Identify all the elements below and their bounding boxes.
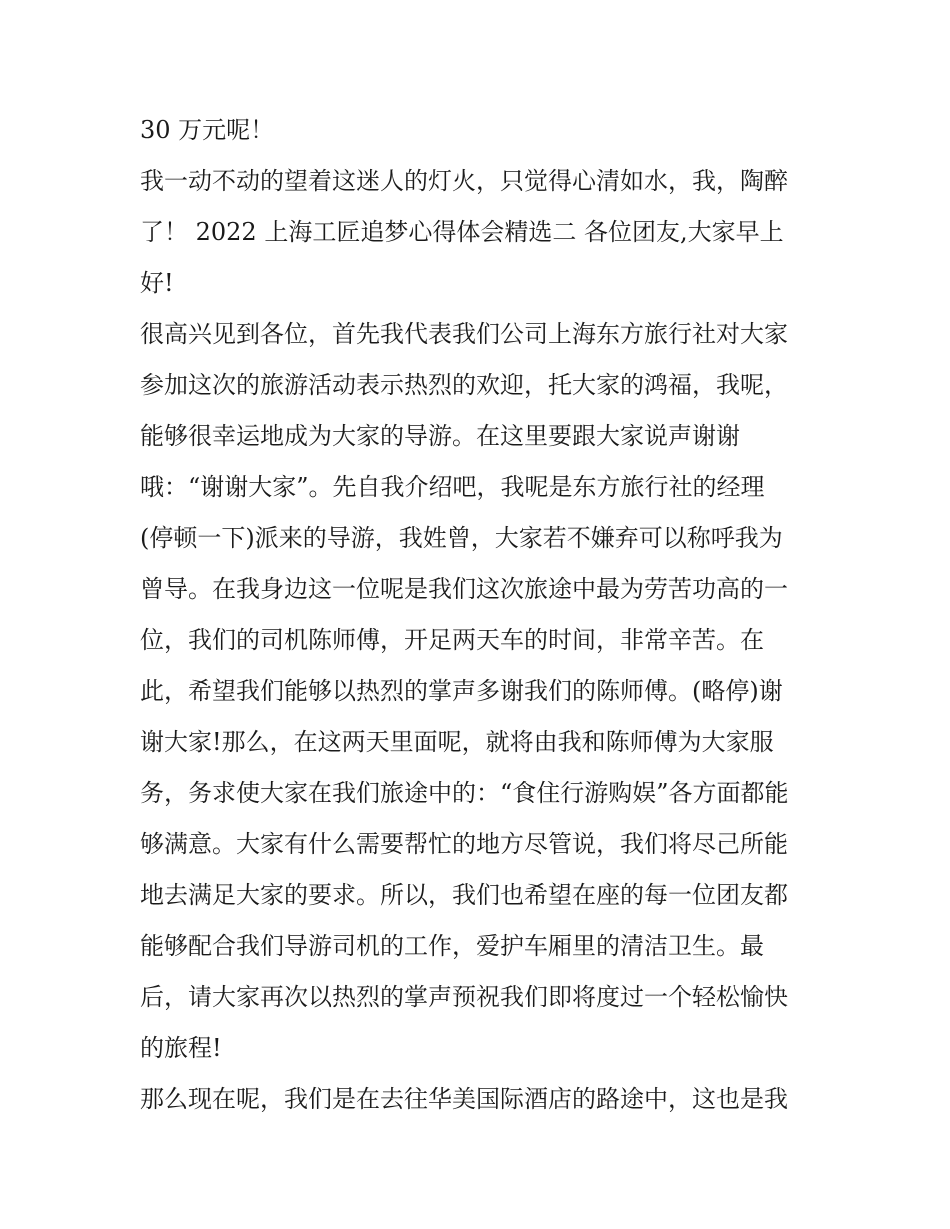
text-line: 好! [140,269,174,297]
text-line: 后，请大家再次以热烈的掌声预祝我们即将度过一个轻松愉快 [140,983,788,1011]
paragraph-2 [140,156,812,309]
text-line: 我一动不动的望着这迷人的灯火，只觉得心清如水，我，陶醉 [140,167,788,195]
text-line: 的旅程! [140,1034,222,1062]
paragraph-1 [140,105,812,156]
text-line: 哦：“谢谢大家”。先自我介绍吧，我呢是东方旅行社的经理 [140,473,765,501]
text-line: (停顿一下)派来的导游，我姓曾，大家若不嫌弃可以称呼我为 [140,524,783,552]
paragraph-3 [140,309,812,1074]
text-line: 很高兴见到各位，首先我代表我们公司上海东方旅行社对大家 [140,320,788,348]
text-line: 位，我们的司机陈师傅，开足两天车的时间，非常辛苦。在 [140,626,764,654]
document-body [140,105,812,1125]
text-line: 此，希望我们能够以热烈的掌声多谢我们的陈师傅。(略停)谢 [140,677,783,705]
text-line: 参加这次的旅游活动表示热烈的欢迎，托大家的鸿福，我呢， [140,371,788,399]
text-line: 能够很幸运地成为大家的导游。在这里要跟大家说声谢谢 [140,422,740,450]
text-line: 地去满足大家的要求。所以，我们也希望在座的每一位团友都 [140,881,788,909]
text-line: 30 万元呢！ [140,116,275,144]
paragraph-4 [140,1074,812,1125]
text-line: 能够配合我们导游司机的工作，爱护车厢里的清洁卫生。最 [140,932,764,960]
text-line: 够满意。大家有什么需要帮忙的地方尽管说，我们将尽己所能 [140,830,788,858]
text-line: 谢大家!那么，在这两天里面呢，就将由我和陈师傅为大家服 [140,728,774,756]
text-line: 务，务求使大家在我们旅途中的：“食住行游购娱”各方面都能 [140,779,789,807]
text-line: 那么现在呢，我们是在去往华美国际酒店的路途中，这也是我 [140,1085,788,1113]
text-line: 了！ 2022 上海工匠追梦心得体会精选二 各位团友,大家早上 [140,218,784,246]
text-line: 曾导。在我身边这一位呢是我们这次旅途中最为劳苦功高的一 [140,575,788,603]
